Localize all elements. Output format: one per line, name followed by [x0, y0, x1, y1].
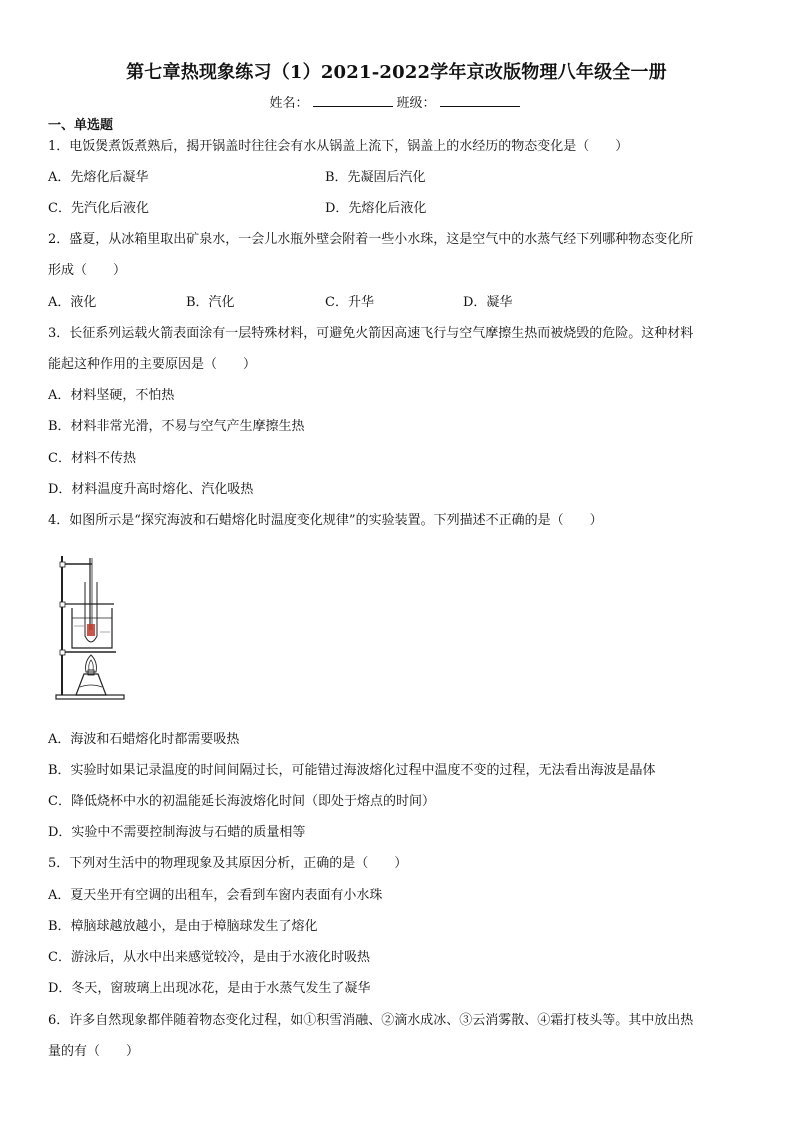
apparatus-drawing: [54, 552, 126, 702]
q4-option-c: C．降低烧杯中水的初温能延长海波熔化时间（即处于熔点的时间）: [48, 794, 435, 809]
q1-option-a: A．先熔化后凝华: [48, 170, 149, 185]
q2-option-c: C．升华: [325, 295, 374, 310]
q4-option-a: A．海波和石蜡熔化时都需要吸热: [48, 732, 240, 747]
class-blank[interactable]: [440, 94, 520, 107]
q3-option-c: C．材料不传热: [48, 451, 136, 466]
sample-in-tube: [87, 624, 95, 636]
class-label: 班级：: [396, 96, 436, 111]
q3-option-a: A．材料坚硬，不怕热: [48, 388, 175, 403]
q1-option-d: D．先熔化后液化: [325, 201, 427, 216]
question-2-stem-line-2: 形成（ ）: [48, 263, 127, 278]
q3-option-d: D．材料温度升高时熔化、汽化吸热: [48, 482, 254, 497]
q3-option-b: B．材料非常光滑，不易与空气产生摩擦生热: [48, 419, 305, 434]
question-1-stem: 1．电饭煲煮饭煮熟后，揭开锅盖时往往会有水从锅盖上流下，锅盖上的水经历的物态变化是（ ）: [48, 139, 629, 154]
q5-option-a: A．夏天坐开有空调的出租车，会看到车窗内表面有小水珠: [48, 888, 383, 903]
experiment-apparatus-figure: [54, 552, 126, 702]
question-2-stem-line-1: 2．盛夏，从冰箱里取出矿泉水，一会儿水瓶外壁会附着一些小水珠，这是空气中的水蒸气经下列哪种物态变化所: [48, 232, 694, 247]
q5-option-d: D．冬天，窗玻璃上出现冰花，是由于水蒸气发生了凝华: [48, 981, 371, 996]
alcohol-lamp: [76, 674, 106, 695]
question-3-stem-line-2: 能起这种作用的主要原因是（ ）: [48, 357, 257, 372]
name-blank[interactable]: [313, 94, 393, 107]
name-label: 姓名：: [269, 96, 309, 111]
q1-option-b: B．先凝固后汽化: [325, 170, 426, 185]
q4-option-b: B．实验时如果记录温度的时间间隔过长，可能错过海波熔化过程中温度不变的过程，无法看出海波是晶体: [48, 763, 656, 778]
q2-option-a: A．液化: [48, 295, 97, 310]
name-class-line: [0, 92, 793, 111]
q5-option-b: B．樟脑球越放越小，是由于樟脑球发生了熔化: [48, 919, 318, 934]
q5-option-c: C．游泳后，从水中出来感觉较冷，是由于水液化时吸热: [48, 950, 370, 965]
question-5-stem: 5．下列对生活中的物理现象及其原因分析，正确的是（ ）: [48, 856, 408, 871]
q1-option-c: C．先汽化后液化: [48, 201, 149, 216]
question-3-stem-line-1: 3．长征系列运载火箭表面涂有一层特殊材料，可避免火箭因高速飞行与空气摩擦生热而被烧毁的危险。这种材料: [48, 326, 694, 341]
q4-option-d: D．实验中不需要控制海波与石蜡的质量相等: [48, 825, 306, 840]
flame: [86, 655, 97, 672]
page-title: 第七章热现象练习（1）2021-2022学年京改版物理八年级全一册: [126, 62, 667, 83]
question-6-stem-line-2: 量的有（ ）: [48, 1044, 140, 1059]
q2-option-b: B．汽化: [186, 295, 235, 310]
question-6-stem-line-1: 6．许多自然现象都伴随着物态变化过程，如①积雪消融、②滴水成冰、③云消雾散、④霜打枝头等。其中放出热: [48, 1013, 694, 1028]
q2-option-d: D．凝华: [463, 295, 513, 310]
question-4-stem: 4．如图所示是“探究海波和石蜡熔化时温度变化规律”的实验装置。下列描述不正确的是（ ）: [48, 513, 603, 528]
section-title: 一、单选题: [48, 118, 114, 133]
